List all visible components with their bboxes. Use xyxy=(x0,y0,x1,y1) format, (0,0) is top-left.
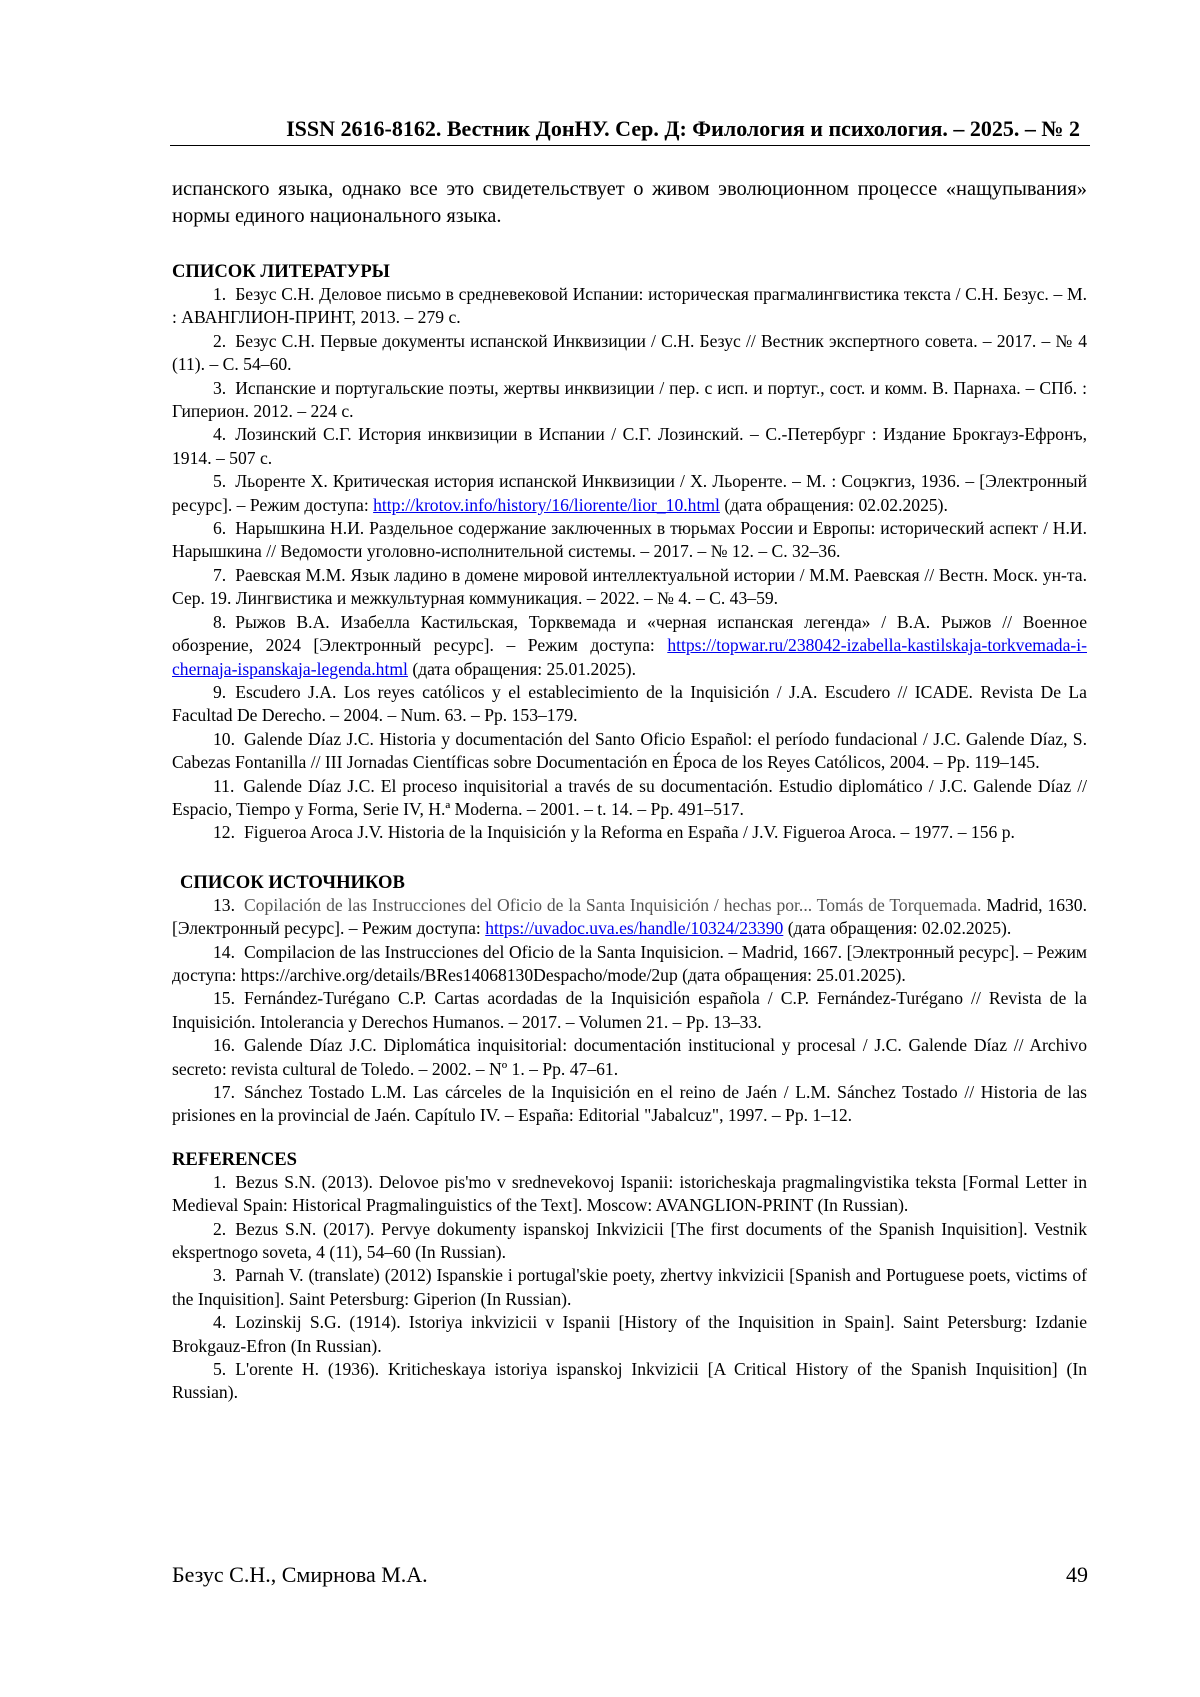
item-text: Bezus S.N. (2013). Delovoe pis'mo v srednevekovoj Ispanii: istoricheskaja pragmalingvistika teksta [Formal Letter in Medieval Spain: Historical Pragmalinguistics of the Text]. Moscow: AVANGLION-PRINT (In Russian). xyxy=(172,1171,1087,1216)
item-number: 6. xyxy=(213,518,227,539)
item-text: L'orente H. (1936). Kriticheskaya istoriya ispanskoj Inkvizicii [A Critical History of the Spanish Inquisition] (In Russian). xyxy=(172,1359,1087,1403)
list-item xyxy=(172,611,1087,681)
item-text: Galende Díaz J.C. El proceso inquisitorial a través de su documentación. Estudio diplomático / J.C. Galende Díaz // Espacio, Tiempo y Forma, Serie IV, H.ª Moderna. – 2001. – t. 14. – Pp. 491–517. xyxy=(172,775,1087,819)
item-text: Galende Díaz J.C. Diplomática inquisitorial: documentación institucional y procesal / J.C. Galende Díaz // Archivo secreto: revista cultural de Toledo. – 2002. – Nº 1. – Pp. 47–61. xyxy=(172,1035,1087,1079)
references-heading: REFERENCES xyxy=(172,1148,298,1170)
sources-heading: СПИСОК ИСТОЧНИКОВ xyxy=(180,871,405,893)
item-number: 12. xyxy=(213,822,235,843)
list-item xyxy=(172,681,1087,728)
item-text: Безус С.Н. Деловое письмо в средневековой Испании: историческая прагмалингвистика текста / С.Н. Безус. – М. : АВАНГЛИОН-ПРИНТ, 2013. – 279 с. xyxy=(172,284,1087,328)
list-item xyxy=(172,1171,1087,1218)
reference-link[interactable]: http://krotov.info/history/16/liorente/lior_10.html xyxy=(373,494,720,515)
list-item xyxy=(172,987,1087,1034)
item-text: Escudero J.A. Los reyes católicos y el establecimiento de la Inquisición / J.A. Escudero // ICADE. Revista De La Facultad De Derecho. – 2004. – Num. 63. – Pp. 153–179. xyxy=(172,681,1087,726)
list-item xyxy=(172,330,1087,377)
list-item xyxy=(172,1358,1087,1405)
item-number: 5. xyxy=(213,471,227,492)
item-number: 2. xyxy=(213,330,227,351)
list-item xyxy=(172,1034,1087,1081)
header-divider xyxy=(170,145,1090,146)
item-text: Нарышкина Н.И. Раздельное содержание заключенных в тюрьмах России и Европы: исторический аспект / Н.И. Нарышкина // Ведомости уголовно-исполнительной системы. – 2017. – № 12. – С. 32–36. xyxy=(172,518,1087,562)
item-text: Bezus S.N. (2017). Pervye dokumenty ispanskoj Inkvizicii [The first documents of the Spanish Inquisition]. Vestnik ekspertnogo soveta, 4 (11), 54–60 (In Russian). xyxy=(172,1218,1087,1263)
list-item xyxy=(172,564,1087,611)
item-text-after: (дата обращения: 02.02.2025). xyxy=(783,918,1012,939)
running-header: ISSN 2616-8162. Вестник ДонНУ. Сер. Д: Филология и психология. – 2025. – № 2 xyxy=(286,116,1080,141)
item-text: Испанские и португальские поэты, жертвы инквизиции / пер. с исп. и португ., сост. и комм. В. Парнаха. – СПб. : Гиперион. 2012. – 224 с. xyxy=(172,377,1087,422)
list-item xyxy=(172,1311,1087,1358)
item-number: 9. xyxy=(213,681,227,702)
item-text: Рыжов В.А. Изабелла Кастильская, Торквемада и «черная испанская легенда» / В.А. Рыжов // Военное обозрение, 2024 [Электронный ресурс]. – Режим доступа: xyxy=(172,611,1087,656)
item-number: 3. xyxy=(213,1265,227,1286)
item-number: 13. xyxy=(213,894,235,915)
list-item xyxy=(172,894,1087,941)
list-item xyxy=(172,1081,1087,1128)
list-item xyxy=(172,821,1087,844)
list-item xyxy=(172,423,1087,470)
item-number: 3. xyxy=(213,377,227,398)
reference-link[interactable]: https://uvadoc.uva.es/handle/10324/23390 xyxy=(485,918,784,939)
item-number: 1. xyxy=(213,284,227,304)
item-text: Madrid, 1630. [Электронный ресурс]. – Режим доступа: xyxy=(172,894,1088,939)
literature-list xyxy=(172,283,1087,845)
item-text: Parnah V. (translate) (2012) Ispanskie i portugal'skie poety, zhertvy inkvizicii [Spanish and Portuguese poets, victims of the Inquisition]. Saint Petersburg: Giperion (In Russian). xyxy=(172,1265,1087,1309)
page-number: 49 xyxy=(1066,1562,1088,1587)
list-item xyxy=(172,377,1087,424)
list-item xyxy=(172,1218,1087,1265)
item-text: Fernández-Turégano C.P. Cartas acordadas de la Inquisición española / C.P. Fernández-Turégano // Revista de la Inquisición. Intolerancia y Derechos Humanos. – 2017. – Volumen 21. – Pp. 13–33. xyxy=(172,988,1087,1032)
item-text: Лозинский С.Г. История инквизиции в Испании / С.Г. Лозинский. – С.-Петербург : Издание Брокгауз-Ефронъ, 1914. – 507 с. xyxy=(172,424,1087,468)
item-number: 7. xyxy=(213,564,227,585)
list-item xyxy=(172,283,1087,330)
item-number: 14. xyxy=(213,941,235,962)
item-number: 17. xyxy=(213,1082,235,1102)
literature-heading: СПИСОК ЛИТЕРАТУРЫ xyxy=(172,261,390,282)
list-item xyxy=(172,470,1087,517)
item-text-after: (дата обращения: 02.02.2025). xyxy=(719,494,948,515)
list-item xyxy=(172,1264,1087,1311)
item-number: 16. xyxy=(213,1035,235,1056)
item-number: 4. xyxy=(213,424,227,445)
item-text: Lozinskij S.G. (1914). Istoriya inkvizicii v Ispanii [History of the Inquisition in Spain]. Saint Petersburg: Izdanie Brokgauz-Efron (In Russian). xyxy=(172,1312,1087,1356)
item-number: 5. xyxy=(213,1359,227,1380)
item-number: 2. xyxy=(213,1218,227,1239)
item-text: Compilacion de las Instrucciones del Oficio de la Santa Inquisicion. – Madrid, 1667. [Электронный ресурс]. – Режим доступа: https://archive.org/details/BRes14068130Despacho/mode/2up (дата обращения: 25.01.2025). xyxy=(172,941,1087,985)
item-text: Раевская М.М. Язык ладино в домене мировой интеллектуальной истории / М.М. Раевская // Вестн. Моск. ун-та. Сер. 19. Лингвистика и межкультурная коммуникация. – 2022. – № 4. – С. 43–59. xyxy=(172,564,1087,609)
item-text: Льоренте Х. Критическая история испанской Инквизиции / Х. Льоренте. – М. : Соцэкгиз, 1936. – [Электронный ресурс]. – Режим доступа: xyxy=(172,471,1087,515)
intro-paragraph: испанского языка, однако все это свидетельствует о живом эволюционном процессе «нащупывания» нормы единого национального языка. xyxy=(172,178,1087,227)
reference-link[interactable]: https://topwar.ru/238042-izabella-kastilskaja-torkvemada-i-chernaja-ispanskaja-legenda.html xyxy=(172,635,1087,679)
footer-authors: Безус С.Н., Смирнова М.А. xyxy=(172,1562,428,1587)
item-number: 15. xyxy=(213,988,235,1009)
sources-list xyxy=(172,894,1087,1128)
list-item xyxy=(172,775,1087,822)
item-text-gray: Copilación de las Instrucciones del Oficio de la Santa Inquisición / hechas por... Tomás de Torquemada. xyxy=(244,894,982,915)
item-number: 11. xyxy=(213,775,235,796)
item-text: Безус С.Н. Первые документы испанской Инквизиции / С.Н. Безус // Вестник экспертного совета. – 2017. – № 4 (11). – С. 54–60. xyxy=(172,330,1087,375)
list-item xyxy=(172,517,1087,564)
references-list xyxy=(172,1171,1087,1405)
item-text-after: (дата обращения: 25.01.2025). xyxy=(407,658,636,679)
item-text: Galende Díaz J.C. Historia y documentación del Santo Oficio Español: el período fundacional / J.C. Galende Díaz, S. Cabezas Fontanilla // III Jornadas Científicas sobre Documentación en Época de los Reyes Católicos, 2004. – Pp. 119–145. xyxy=(172,728,1087,773)
item-number: 1. xyxy=(213,1171,227,1192)
article-body xyxy=(172,176,1087,1405)
list-item xyxy=(172,728,1087,775)
list-item xyxy=(172,941,1087,988)
item-number: 4. xyxy=(213,1312,227,1333)
item-number: 10. xyxy=(213,728,235,749)
item-text: Figueroa Aroca J.V. Historia de la Inquisición y la Reforma en España / J.V. Figueroa Aroca. – 1977. – 156 p. xyxy=(244,822,1015,843)
item-number: 8. xyxy=(213,611,227,632)
item-text: Sánchez Tostado L.M. Las cárceles de la Inquisición en el reino de Jaén / L.M. Sánchez Tostado // Historia de las prisiones en la provincial de Jaén. Capítulo IV. – España: Editorial "Jabalcuz", 1997. – Pp. 1–12. xyxy=(172,1082,1087,1126)
